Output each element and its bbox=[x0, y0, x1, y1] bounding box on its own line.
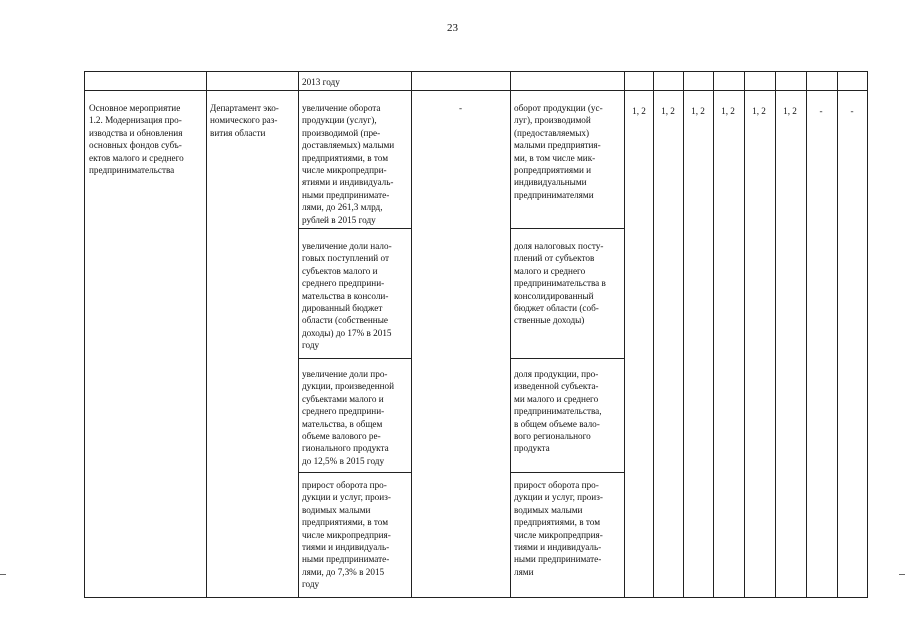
value-cell-2: 1, 2 bbox=[661, 106, 675, 116]
col-divider-7 bbox=[683, 72, 684, 597]
col-divider-2 bbox=[298, 72, 299, 597]
indicator-cell-4: прирост оборота про- дукции и услуг, произ- водимых малыми предприятиями, в том числе микропредприя- тиями и индивидуаль- ными предпринимате- лями bbox=[514, 480, 603, 577]
executor-cell: Департамент эко- номического раз- вития области bbox=[210, 103, 279, 138]
indicator-divider-1 bbox=[510, 228, 624, 229]
col-divider-12 bbox=[837, 72, 838, 597]
dash-cell: - bbox=[458, 103, 463, 113]
scan-edge-mark-right bbox=[899, 574, 905, 575]
result-cell-4: прирост оборота про- дукции и услуг, произ- водимых малыми предприятиями, в том числе микропредприя- тиями и индивидуаль- ными предпринимате- лями, до 7,3% в 2015 году bbox=[302, 480, 391, 590]
value-cell-5: 1, 2 bbox=[752, 106, 766, 116]
col-divider-6 bbox=[653, 72, 654, 597]
col-divider-3 bbox=[411, 72, 412, 597]
result-divider-1 bbox=[298, 228, 411, 229]
indicator-divider-3 bbox=[510, 472, 624, 473]
col-divider-4 bbox=[510, 72, 511, 597]
col-divider-5 bbox=[624, 72, 625, 597]
col-divider-9 bbox=[744, 72, 745, 597]
program-table bbox=[84, 71, 868, 598]
result-cell-2: увеличение доли нало- говых поступлений от субъектов малого и среднего предприни- мательства в консоли- дированный бюджет области (собственные доходы) до 17% в 2015 году bbox=[302, 241, 392, 351]
indicator-divider-2 bbox=[510, 358, 624, 359]
col-divider-11 bbox=[806, 72, 807, 597]
result-divider-2 bbox=[298, 358, 411, 359]
col-divider-1 bbox=[206, 72, 207, 597]
indicator-cell-2: доля налоговых посту- плений от субъектов малого и среднего предпринимательства в консолидированный бюджет области (соб- ственные доходы) bbox=[514, 241, 606, 326]
header-year-cell: 2013 году bbox=[302, 77, 340, 87]
activity-cell: Основное мероприятие 1.2. Модернизация про- изводства и обновления основных фондов субъ- ектов малого и среднего предпринимательства bbox=[89, 103, 184, 176]
value-cell-1: 1, 2 bbox=[632, 106, 646, 116]
result-divider-3 bbox=[298, 472, 411, 473]
value-cell-3: 1, 2 bbox=[691, 106, 705, 116]
indicator-cell-1: оборот продукции (ус- луг), производимой (предоставляемых) малыми предприятия- ми, в том числе мик- ропредприятиями и индивидуальными предпринимателями bbox=[514, 103, 603, 200]
value-cell-6: 1, 2 bbox=[783, 106, 797, 116]
value-cell-4: 1, 2 bbox=[721, 106, 735, 116]
page-number: 23 bbox=[447, 22, 458, 34]
result-cell-3: увеличение доли про- дукции, произведенной субъектами малого и среднего предприни- мательства, в общем объеме валового ре- гионального продукта до 12,5% в 2015 году bbox=[302, 369, 395, 466]
header-row-divider bbox=[85, 90, 868, 91]
value-cell-7: - bbox=[819, 106, 823, 116]
indicator-cell-3: доля продукции, про- изведенной субъекта- ми малого и среднего предпринимательства, в общем объеме вало- вого регионального продукта bbox=[514, 369, 602, 454]
col-divider-8 bbox=[713, 72, 714, 597]
result-cell-1: увеличение оборота продукции (услуг), производимой (пре- доставляемых) малыми предприятиями, в том числе микропредпри- ятиями и индивидуаль- ными предпринимате- лями, до 261,3 млрд, рублей в 2015 году bbox=[302, 103, 395, 225]
col-divider-10 bbox=[775, 72, 776, 597]
scan-edge-mark-left bbox=[0, 574, 6, 575]
value-cell-8: - bbox=[850, 106, 854, 116]
